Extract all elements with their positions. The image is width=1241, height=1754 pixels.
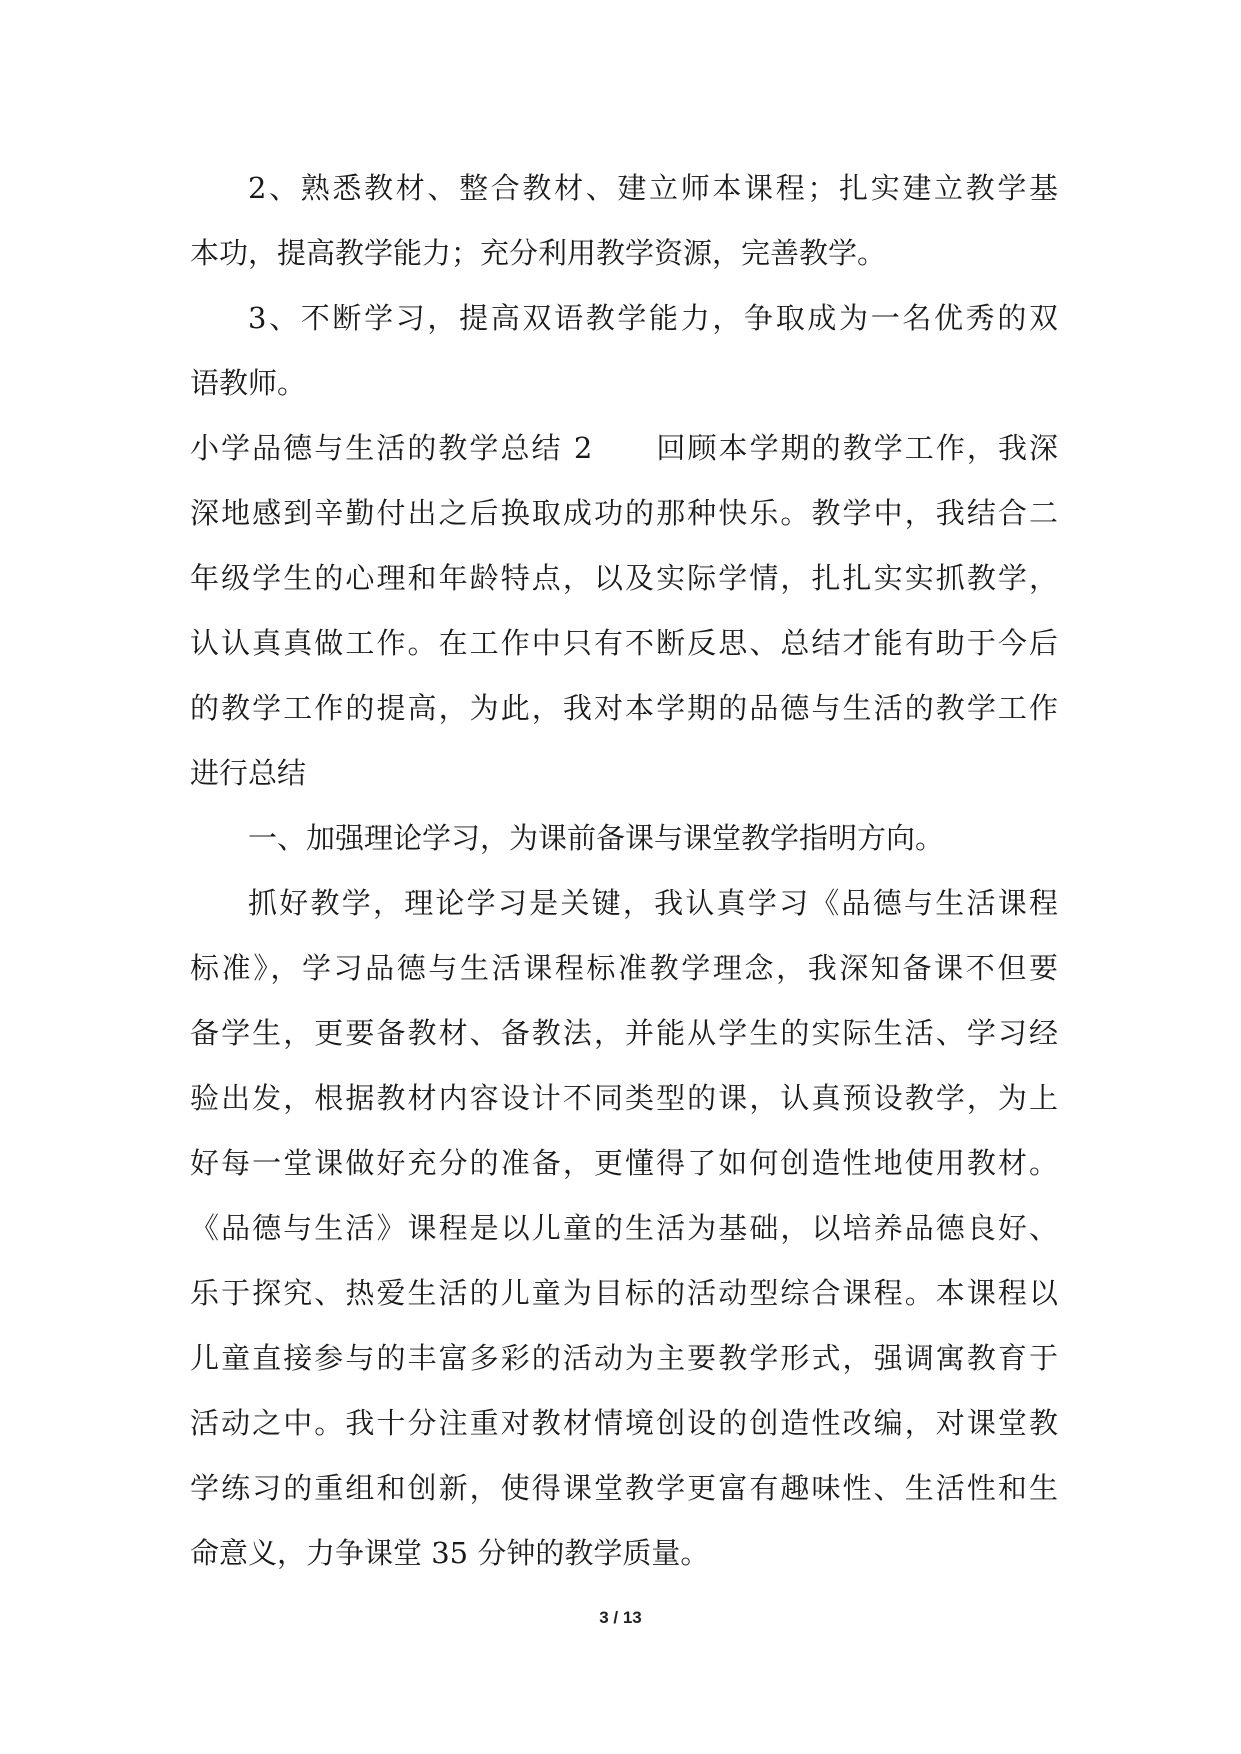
text-line: 3、不断学习，提高双语教学能力，争取成为一名优秀的双: [248, 301, 1058, 335]
page-number: 3 / 13: [599, 1608, 642, 1627]
text-line: 2、熟悉教材、整合教材、建立师本课程；扎实建立教学基: [248, 171, 1058, 205]
text-line: 的教学工作的提高，为此，我对本学期的品德与生活的教学工作: [190, 691, 1058, 725]
text-line: 命意义，力争课堂 35 分钟的教学质量。: [190, 1536, 710, 1570]
text-line: 乐于探究、热爱生活的儿童为目标的活动型综合课程。本课程以: [190, 1276, 1058, 1310]
text-line: 深地感到辛勤付出之后换取成功的那种快乐。教学中，我结合二: [190, 496, 1058, 530]
text-line: 小学品德与生活的教学总结 2 回顾本学期的教学工作，我深: [190, 431, 1058, 465]
text-line: 本功，提高教学能力；充分利用教学资源，完善教学。: [190, 236, 887, 270]
text-line: 进行总结: [190, 756, 307, 790]
text-line: 语教师。: [190, 366, 307, 400]
text-line: 验出发，根据教材内容设计不同类型的课，认真预设教学，为上: [190, 1081, 1058, 1115]
text-line: 活动之中。我十分注重对教材情境创设的创造性改编，对课堂教: [190, 1406, 1058, 1440]
text-line: 抓好教学，理论学习是关键，我认真学习《品德与生活课程: [248, 886, 1058, 920]
text-line: 年级学生的心理和年龄特点，以及实际学情，扎扎实实抓教学，: [190, 561, 1058, 595]
text-line: 学练习的重组和创新，使得课堂教学更富有趣味性、生活性和生: [190, 1471, 1058, 1505]
text-line: 标准》，学习品德与生活课程标准教学理念，我深知备课不但要: [190, 951, 1058, 985]
text-line: 好每一堂课做好充分的准备，更懂得了如何创造性地使用教材。: [190, 1146, 1058, 1180]
text-line: 《品德与生活》课程是以儿童的生活为基础，以培养品德良好、: [190, 1211, 1058, 1245]
text-line: 一、加强理论学习，为课前备课与课堂教学指明方向。: [248, 821, 945, 855]
text-line: 儿童直接参与的丰富多彩的活动为主要教学形式，强调寓教育于: [190, 1341, 1058, 1375]
body-text: [190, 156, 1058, 1586]
text-line: 备学生，更要备教材、备教法，并能从学生的实际生活、学习经: [190, 1016, 1058, 1050]
text-line: 认认真真做工作。在工作中只有不断反思、总结才能有助于今后: [190, 626, 1058, 660]
